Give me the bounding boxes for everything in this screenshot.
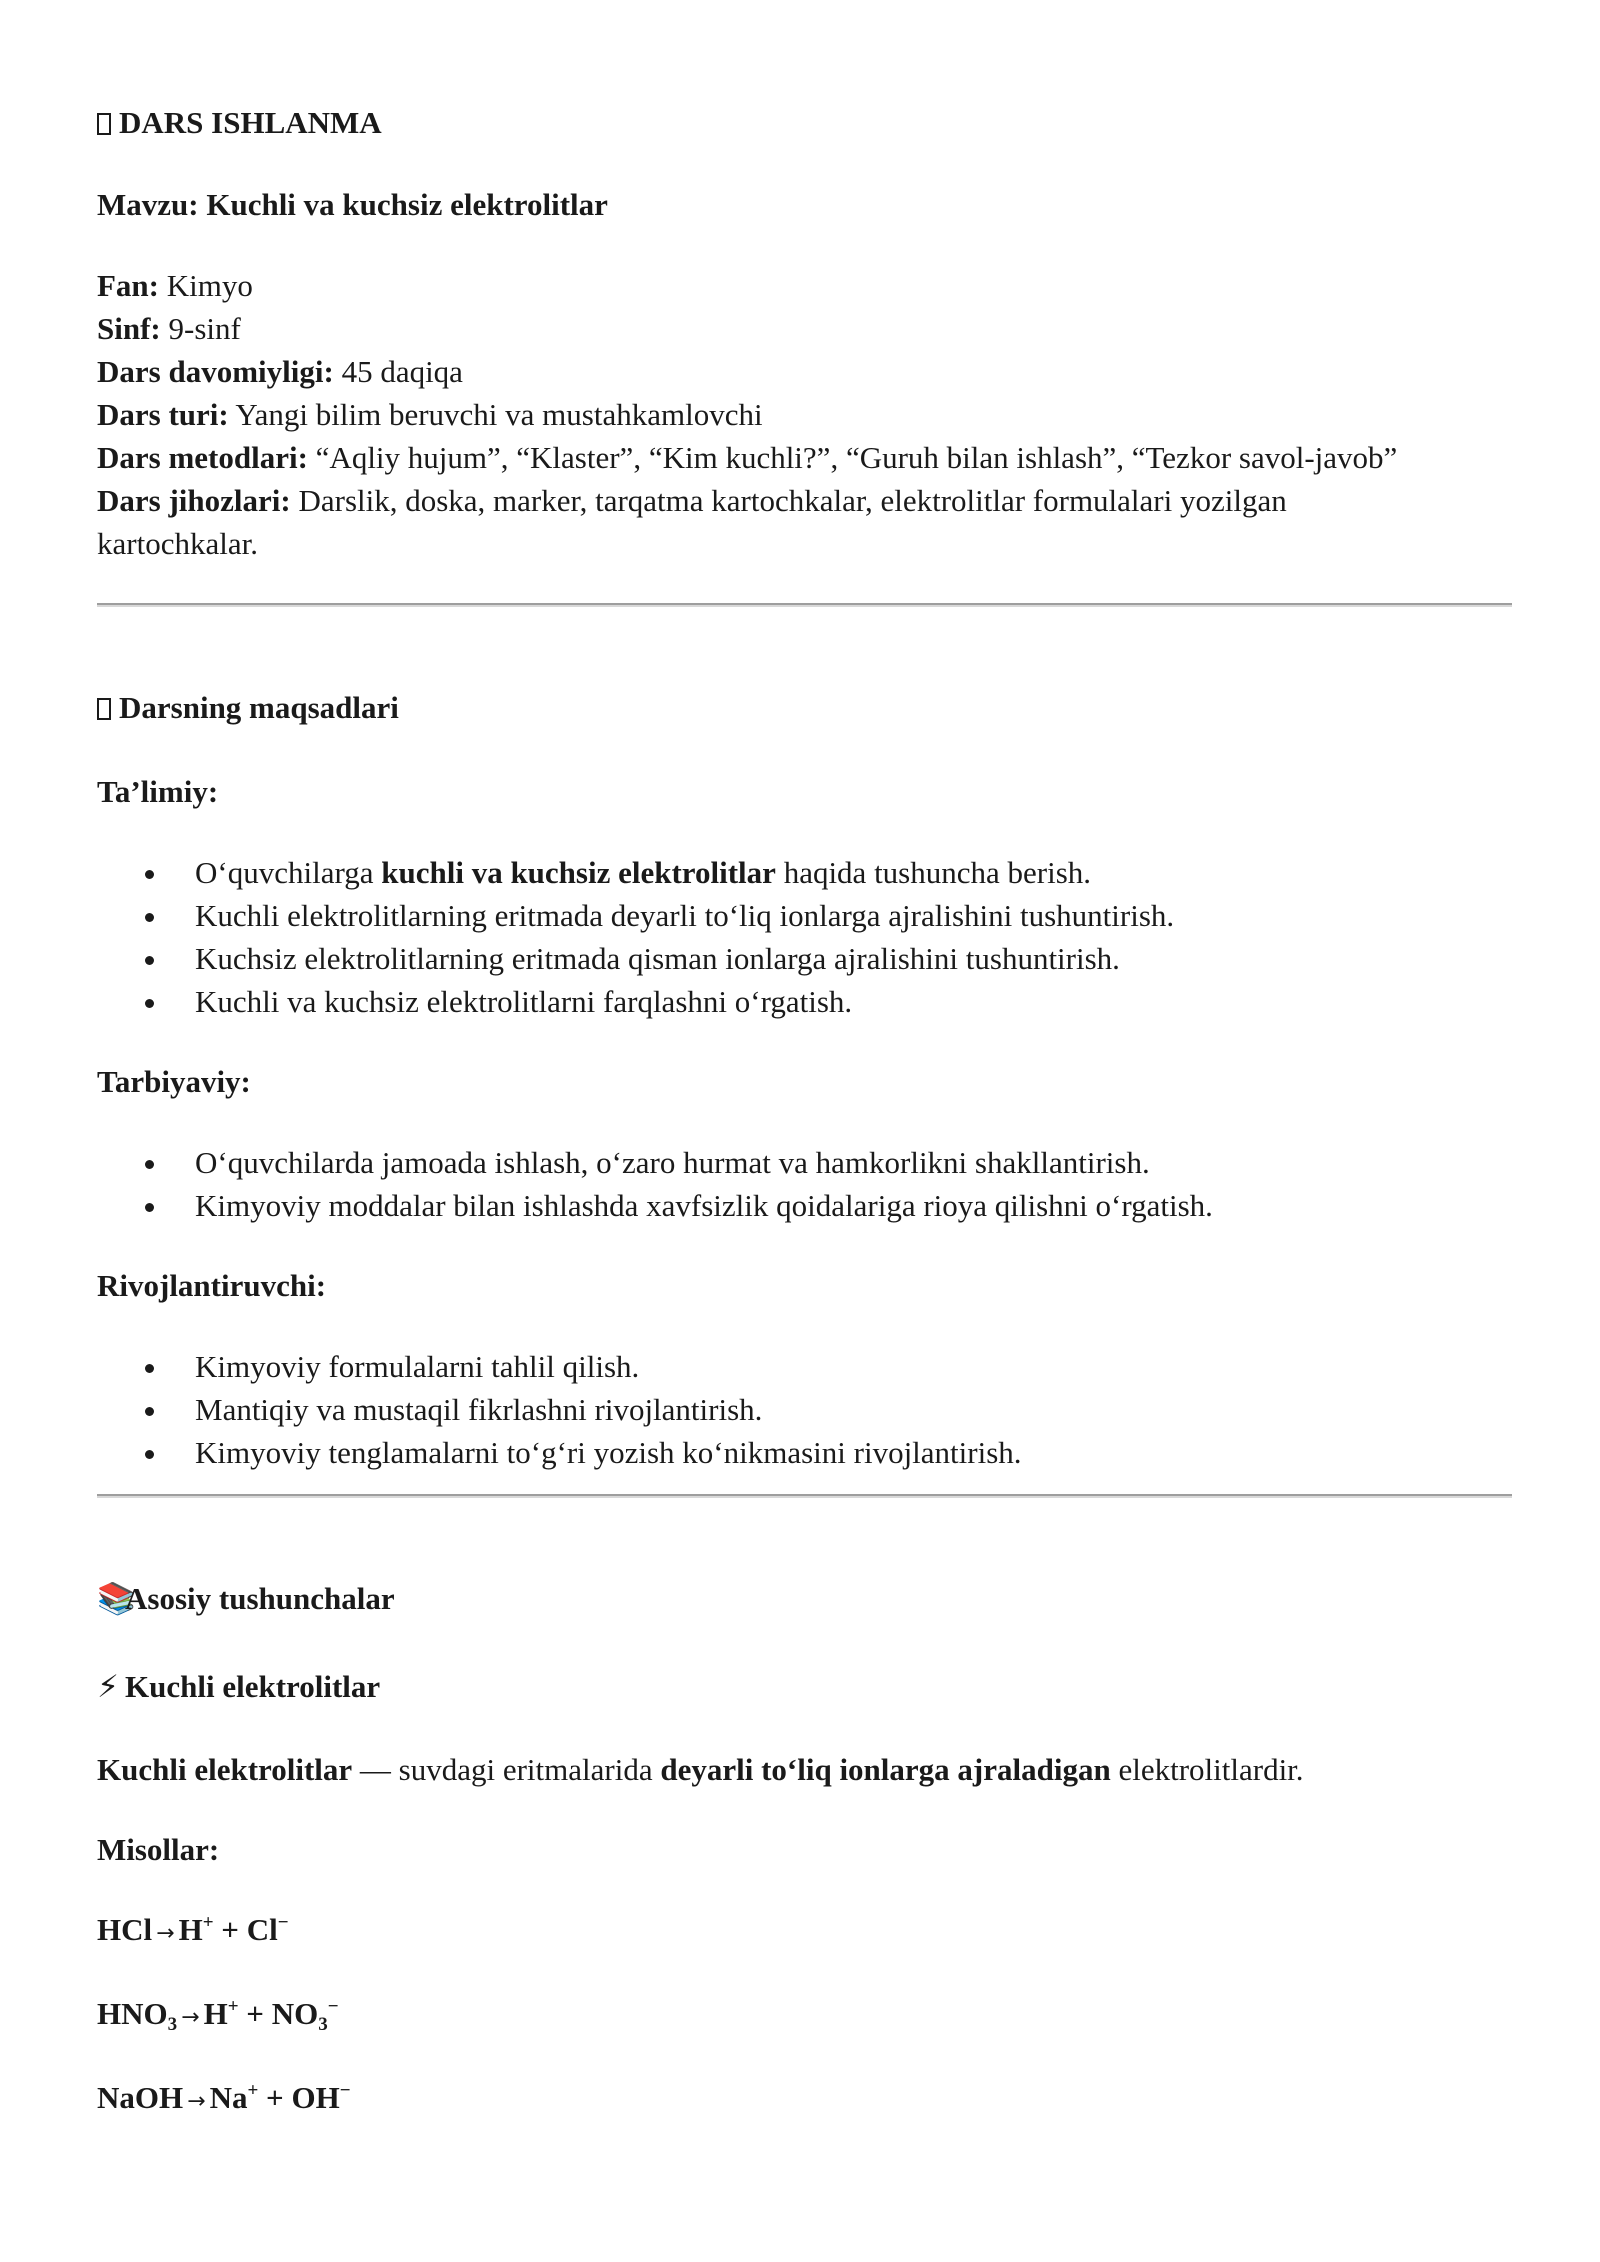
divider — [97, 603, 1512, 607]
info-duration: Dars davomiyligi: 45 daqiqa — [97, 354, 463, 389]
list-item: Mantiqiy va mustaqil fikrlashni rivojlantirish. — [97, 1388, 1517, 1431]
info-equipment: Dars jihozlari: Darslik, doska, marker, tarqatma kartochkalar, elektrolitlar formulalari yozilgan — [97, 483, 1287, 518]
examples-label: Misollar: — [97, 1832, 220, 1867]
books-icon: 📚 — [97, 1581, 136, 1617]
divider — [97, 1494, 1512, 1498]
equation-hcl: HCl → H+ + Cl− — [97, 1912, 289, 1947]
topic-value: Kuchli va kuchsiz elektrolitlar — [206, 187, 608, 222]
concepts-heading: 📚Asosiy tushunchalar — [97, 1578, 1517, 1620]
info-type: Dars turi: Yangi bilim beruvchi va mustahkamlovchi — [97, 397, 763, 432]
talimiy-heading: Ta’limiy: — [97, 774, 219, 809]
list-item: Kuchli va kuchsiz elektrolitlarni farqlashni o‘rgatish. — [97, 980, 1517, 1023]
strong-electrolytes-heading: ⚡ Kuchli elektrolitlar — [97, 1666, 1517, 1708]
lightning-icon: ⚡ — [97, 1669, 119, 1705]
list-item: Kuchsiz elektrolitlarning eritmada qisman ionlarga ajralishini tushuntirish. — [97, 937, 1517, 980]
rivojlantiruvchi-list — [97, 1345, 1517, 1474]
goals-heading: Darsning maqsadlari — [97, 687, 1517, 729]
info-methods: Dars metodlari: “Aqliy hujum”, “Klaster”, “Kim kuchli?”, “Guruh bilan ishlash”, “Tezkor savol-javob” — [97, 440, 1398, 475]
missing-glyph-icon — [97, 113, 111, 135]
missing-glyph-icon — [97, 698, 111, 720]
list-item: O‘quvchilarda jamoada ishlash, o‘zaro hurmat va hamkorlikni shakllantirish. — [97, 1141, 1517, 1184]
equation-naoh: NaOH → Na+ + OH− — [97, 2080, 351, 2115]
lesson-info — [97, 264, 1517, 565]
topic-label: Mavzu: — [97, 187, 199, 222]
info-equipment-cont: kartochkalar. — [97, 526, 258, 561]
info-subject: Fan: Kimyo — [97, 268, 253, 303]
list-item: Kimyoviy tenglamalarni to‘g‘ri yozish ko‘nikmasini rivojlantirish. — [97, 1431, 1517, 1474]
list-item: O‘quvchilarga kuchli va kuchsiz elektrolitlar haqida tushuncha berish. — [97, 851, 1517, 894]
tarbiyaviy-list — [97, 1141, 1517, 1227]
equation-hno3: $HNO_3 \to H^+ + NO_3^-$ — [97, 1996, 339, 2035]
rivojlantiruvchi-heading: Rivojlantiruvchi: — [97, 1268, 327, 1303]
document-title: DARS ISHLANMA — [97, 102, 1517, 144]
info-grade: Sinf: 9-sinf — [97, 311, 241, 346]
list-item: Kimyoviy formulalarni tahlil qilish. — [97, 1345, 1517, 1388]
document-content — [97, 102, 1517, 2123]
tarbiyaviy-heading: Tarbiyaviy: — [97, 1064, 251, 1099]
list-item: Kimyoviy moddalar bilan ishlashda xavfsizlik qoidalariga rioya qilishni o‘rgatish. — [97, 1184, 1517, 1227]
list-item: Kuchli elektrolitlarning eritmada deyarli to‘liq ionlarga ajralishini tushuntirish. — [97, 894, 1517, 937]
topic-line — [97, 184, 1517, 226]
strong-definition: Kuchli elektrolitlar — suvdagi eritmalarida deyarli to‘liq ionlarga ajraladigan elektrolitlardir. — [97, 1752, 1304, 1787]
talimiy-list — [97, 851, 1517, 1023]
